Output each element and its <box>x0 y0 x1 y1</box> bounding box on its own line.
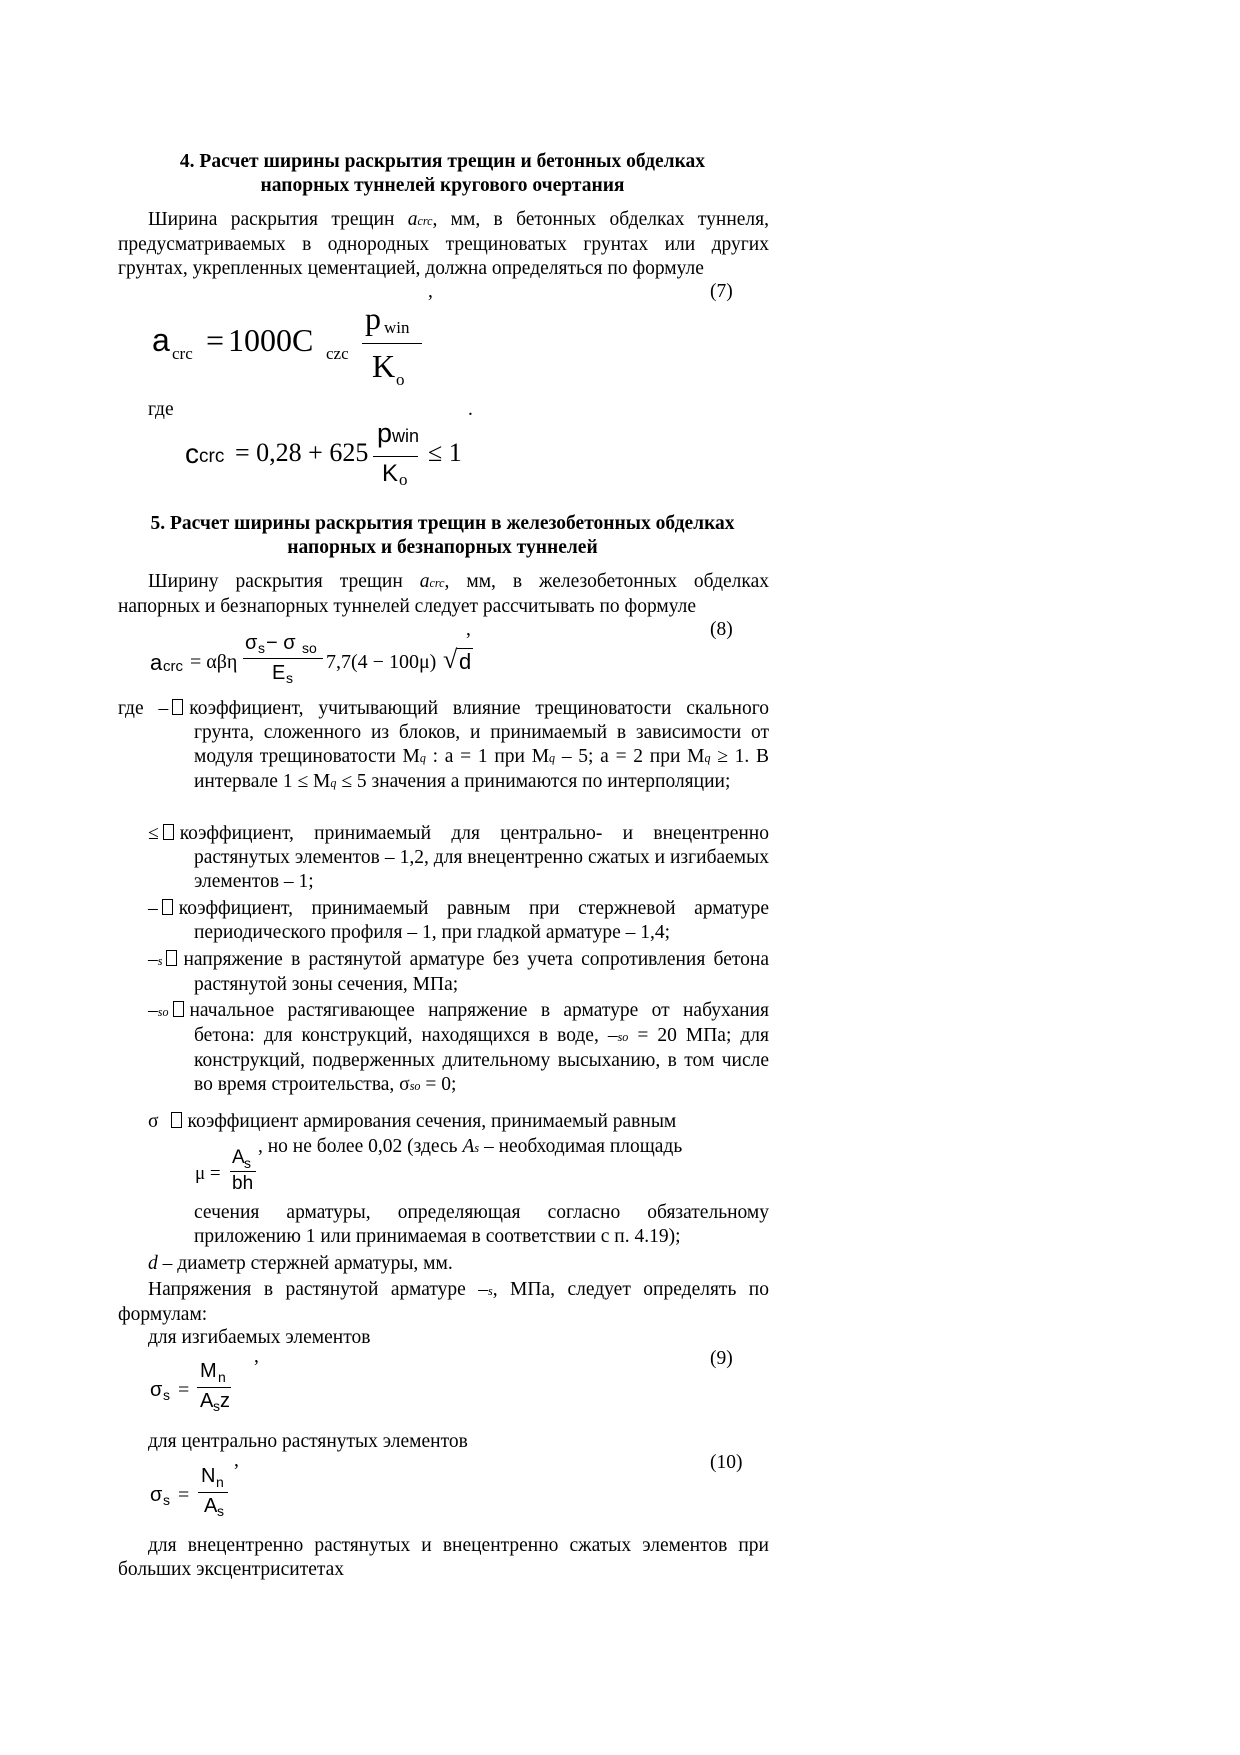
bending-label: для изгибаемых элементов <box>148 1327 371 1348</box>
fraction-bar <box>198 1492 228 1493</box>
def-eta: – коэффициент, принимаемый равным при стержневой арматуре периодического профиля – 1, при гладкой арматуре – 1,4; <box>148 898 769 943</box>
formula-8: a crc = αβη σ s − σ so E s 7,7(4 − 100μ) √ d <box>150 632 472 686</box>
missing-glyph-icon <box>163 824 174 840</box>
sqrt-sign: √ <box>443 645 458 674</box>
missing-glyph-icon <box>171 1112 182 1128</box>
equation-number-8: (8) <box>710 619 733 640</box>
eccentric-paragraph: для внецентренно растянутых и внецентренно сжатых элементов при больших эксцентриситетах <box>118 1535 769 1580</box>
fraction-bar <box>373 456 418 457</box>
fraction-bar <box>243 658 323 659</box>
central-label: для центрально растянутых элементов <box>148 1431 468 1452</box>
equation-number-9: (9) <box>710 1348 733 1369</box>
equation-number-7: (7) <box>710 281 733 302</box>
equation-number-10: (10) <box>710 1452 743 1473</box>
stress-paragraph: Напряжения в растянутой арматуре –s, МПа, следует определять по формулам: <box>118 1279 769 1325</box>
fraction-bar <box>230 1171 256 1172</box>
section-4-paragraph: Ширина раскрытия трещин acrc, мм, в бетонных обделках туннеля, предусматриваемых в однородных трещиноватых грунтах или других грунтах, укрепленных цементацией, должна определяться по формуле <box>118 209 769 279</box>
where-label: где <box>148 399 174 420</box>
missing-glyph-icon <box>173 1001 184 1017</box>
def-mu-line1: σ коэффициент армирования сечения, принимаемый равным <box>148 1111 677 1132</box>
fraction-bar <box>197 1387 231 1388</box>
def-alpha: где – коэффициент, учитывающий влияние трещиноватости скального грунта, сложенного из блоков, и принимаемый в зависимости от модуля трещиноватости Mq : a = 1 при Mq – 5; a = 2 при Mq ≥ 1. В интервале 1 ≤ Mq ≤ 5 значения a принимаются по интерполяции; <box>118 698 770 792</box>
def-mu-line3: сечения арматуры, определяющая согласно обязательному приложению 1 или принимаемая в соответствии с п. 4.19); <box>194 1202 769 1247</box>
def-mu-line2: , но не более 0,02 (здесь As – необходимая площадь <box>258 1136 683 1157</box>
missing-glyph-icon <box>172 699 183 715</box>
formula-8-comma: , <box>466 619 471 640</box>
formula-10-comma: , <box>234 1450 239 1471</box>
formula-9: σ s = M n A s z <box>150 1360 230 1414</box>
section-4-title-line1: 4. Расчет ширины раскрытия трещин и бетонных обделках <box>179 151 706 172</box>
missing-glyph-icon <box>166 950 177 966</box>
formula-c-crc: c crc = 0,28 + 625 p win K o ≤ 1 <box>185 418 462 489</box>
missing-glyph-icon <box>162 899 173 915</box>
formula-10: σ s = N n A s <box>150 1468 250 1523</box>
section-5-title-line2: напорных и безнапорных туннелей <box>287 537 598 558</box>
section-5-title-line1: 5. Расчет ширины раскрытия трещин в железобетонных обделках <box>150 513 735 534</box>
def-beta: ≤ коэффициент, принимаемый для центрально- и внецентренно растянутых элементов – 1,2, для внецентренно сжатых и изгибаемых элементов – 1; <box>148 823 769 892</box>
section-4-title <box>120 150 765 198</box>
formula-7-comma: , <box>428 281 433 302</box>
def-d: d – диаметр стержней арматуры, мм. <box>148 1253 453 1274</box>
def-sigma-s: –s напряжение в растянутой арматуре без учета сопротивления бетона растянутой зоны сечения, МПа; <box>148 949 769 995</box>
formula-7: a crc = 1000C czc p win K o <box>150 300 450 395</box>
def-sigma-so: –so начальное растягивающее напряжение в арматуре от набухания бетона: для конструкций, находящихся в воде, –so = 20 МПа; для конструкций, подверженных длительному высыханию, в том числе во время строительства, σso = 0; <box>148 1000 769 1095</box>
section-5-title <box>120 512 765 560</box>
section-5-paragraph: Ширину раскрытия трещин acrc, мм, в железобетонных обделках напорных и безнапорных туннелей следует рассчитывать по формуле <box>118 571 769 617</box>
fraction-bar <box>362 343 422 344</box>
formula-mu: μ = A s bh <box>195 1150 275 1200</box>
formula-9-comma: , <box>254 1346 259 1367</box>
period: . <box>468 399 473 420</box>
section-4-title-line2: напорных туннелей кругового очертания <box>260 175 625 196</box>
